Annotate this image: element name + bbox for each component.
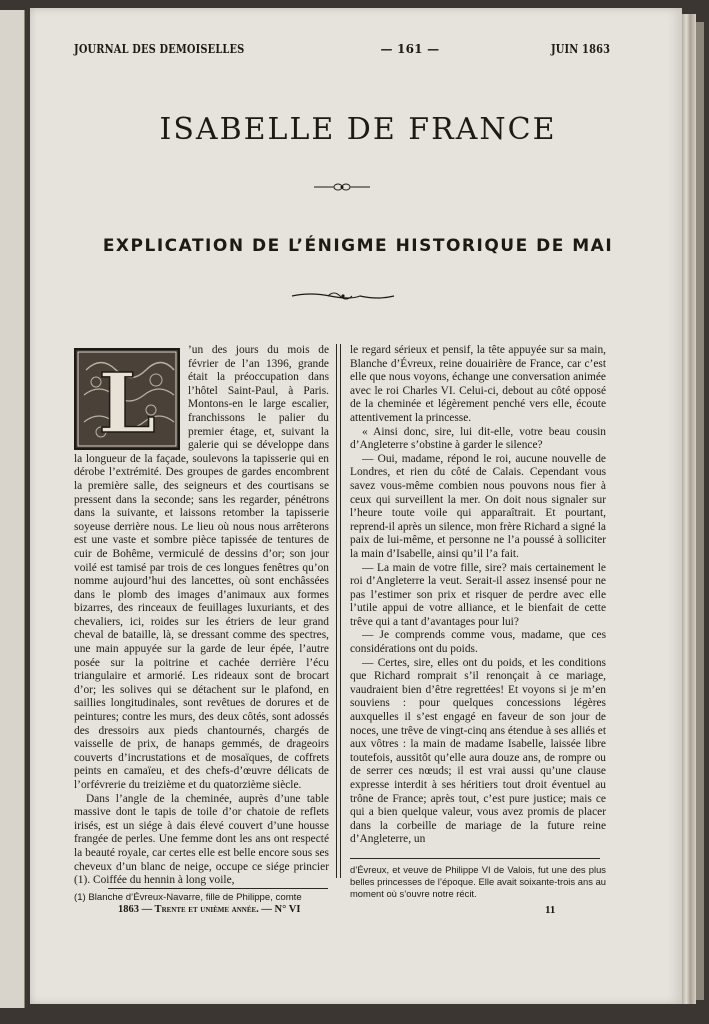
article-subtitle: EXPLICATION DE L’ÉNIGME HISTORIQUE DE MAI	[102, 236, 614, 256]
opening-paragraph	[74, 344, 329, 793]
left-column	[74, 344, 329, 888]
paragraph: Dans l’angle de la cheminée, auprès d’une table massive dont le tapis de toile d’or chatoie de reflets irisés, est un siége à dais élevé couvert d’une housse frangée de perles. Une femme dont les ans ont respecté la beauté royale, car certes elle est belle encore sous ses cheveux d’un blanc de neige, occupe ce siége princier (1). Coiffée du hennin à long voile,	[74, 792, 329, 887]
dropcap-letter: L	[98, 356, 156, 448]
journal-title: JOURNAL DES DEMOISELLES	[74, 42, 245, 56]
dropcap-l-icon	[74, 348, 180, 450]
footnote-rule-left	[108, 888, 328, 889]
right-column	[350, 344, 606, 847]
paragraph: le regard sérieux et pensif, la tête appuyée sur sa main, Blanche d’Évreux, reine douairière de France, car c’est elle que nous voyons, échange une conversation animée avec le roi Charles VI. Celui-ci, debout au côté opposé de la cheminée et légèrement penché vers elle, écoute attentivement la princesse.	[350, 344, 606, 424]
paragraph: — Oui, madame, répond le roi, aucune nouvelle de Londres, et rien du côté de Calais. Cependant vous savez vous-même combien nous pouvons nous fier à ceux qui surveillent la mer. On doit nous signaler sur l’heure toute voile qui apparaîtrait. Et pourtant, reprend-il après un silence, mon frère Richard a signé la paix de lui-même, et personne ne l’a poussé à solliciter la main d’Isabelle, ainsi qu’il l’a fait.	[350, 452, 606, 560]
paragraph: — La main de votre fille, sire? mais certainement le roi d’Angleterre la veut. Serait-il assez insensé pour ne pas l’estimer son prix et risquer de perdre avec elle l’utile appui de votre alliance, et le bienfait de cette trêve qui a tant d’avantages pour lui?	[350, 561, 606, 628]
issue-date: JUIN 1863	[550, 42, 610, 56]
paragraph: — Je comprends comme vous, madame, que ces considérations ont du poids.	[350, 629, 606, 656]
page-number: — 161 —	[380, 42, 440, 56]
running-header	[74, 40, 610, 58]
paragraph: « Ainsi donc, sire, lui dit-elle, votre beau cousin d’Angleterre s’obstine à garder le silence?	[350, 425, 606, 452]
page-stack-edge	[682, 14, 696, 1004]
sheet-number: 11	[545, 904, 556, 916]
title-ornament-icon	[312, 180, 372, 194]
signature-line: 1863 — Trente et unième année. — N° VI	[118, 904, 301, 915]
book-cover-edge	[696, 22, 704, 1000]
paragraph-text: ’un des jours du mois de février de l’an 1396, grande était la préoccupation dans l’hôtel Saint-Paul, à Paris. Montons-en le large escalier, franchissons le palier du premier étage, et, suivant la galerie qui se développe dans la longueur de la façade, soulevons la tapisserie qui en dérobe l’extrémité. Des groupes de gardes encombrent la première salle, des seigneurs et des courtisans se pressent dans la seconde; sans les regarder, pénétrons dans la suivante, et laissons retomber la tapisserie soyeuse derrière nous. Le lieu où nous nous arrêterons est une vaste et sombre pièce tapissée de tentures de cuir de Bohême, vermiculé de dessins d’or; son jour voilé est tamisé par trois de ces longues fenêtres qu’on nomme aujourd’hui des lancettes, où sont enchâssées dans le plomb des images d’animaux aux formes bizarres, des rinceaux de feuillages luxuriants, et des chevaliers, ici, roides sur les étriers de leur grand cheval de bataille, là, se dressant comme des spectres, une main appuyée sur la garde de leur épée, l’autre posée sur la poitrine et cachée derrière l’écu triangulaire et armorié. Les rideaux sont de brocart d’or; les solives qui se détachent sur le plafond, en saillies longitudinales, sont revêtues de dorures et de peintures; contre les murs, des deux côtés, sont adossés des dressoirs aux pieds chantournés, chargés de vaisselle de prix, de hanaps gemmés, de drageoirs couverts d’incrustations et de mosaïques, de coffrets peints en camaïeu, et des chefs-d’œuvre délicats de l’orfévrerie du treizième et du quatorzième siècle.	[74, 344, 329, 791]
footnote-rule-right	[350, 858, 600, 859]
subtitle-ornament-icon	[290, 288, 396, 304]
footnote-left: (1) Blanche d’Évreux-Navarre, fille de Philippe, comte	[74, 892, 302, 903]
footnote-right: d’Évreux, et veuve de Philippe VI de Valois, fut une des plus belles princesses de l’époque. Elle avait soixante-trois ans au moment où s’ouvre notre récit.	[350, 864, 606, 899]
paragraph: — Certes, sire, elles ont du poids, et les conditions que Richard romprait s’il renonçait à ce mariage, vaudraient bien d’être regrettées! Et voyons si je m’en souviens : pour quelques concessions légères auxquelles il s’est engagé en faveur de son jour de noces, une trêve de vingt-cinq ans étendue à ses alliés et aux vôtres : la main de madame Isabelle, laissée libre toutefois, aussitôt qu’elle aura douze ans, de rompre ou de serrer ces nœuds; il est vrai aussi qu’une clause expresse interdit à ses héritiers tout droit éventuel au trône de France; après tout, c’est pure justice; mais ce qui a bien quelque valeur, vous avez promis de placer dans la corbeille de mariage de la future reine d’Angleterre, un	[350, 656, 606, 846]
article-title: ISABELLE DE FRANCE	[159, 112, 557, 147]
column-divider	[336, 344, 341, 878]
facing-page-edge	[0, 10, 25, 1008]
